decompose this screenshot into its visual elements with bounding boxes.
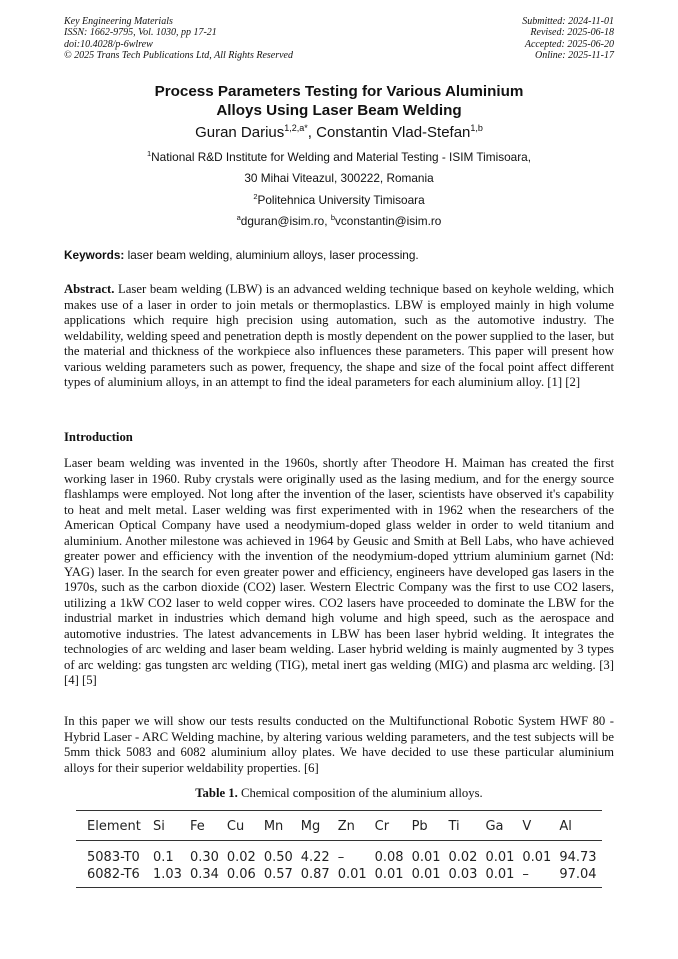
journal-name: Key Engineering Materials	[64, 16, 173, 27]
table-cell: 94.73	[559, 850, 597, 865]
column-header: Al	[559, 819, 572, 834]
table-cell: 0.01	[485, 867, 515, 882]
table-cell: 0.03	[448, 867, 478, 882]
date-online: Online: 2025-11-17	[535, 49, 614, 61]
author-emails: $^a$dguran@isim.ro, $^b$vconstantin@isim.ro	[236, 213, 442, 228]
column-header: Element	[87, 819, 141, 834]
author-affil-sup: 1,2,a*	[284, 123, 308, 133]
keywords-text: laser beam welding, aluminium alloys, laser processing.	[124, 248, 419, 262]
intro-paragraph-2: In this paper we will show our tests results conducted on the Multifunctional Robotic System HWF 80 - Hybrid Laser - ARC Welding machine, by altering various welding parameters, and the test subjects will be 5mm thick 5083 and 6082 aluminium alloy plates. We have decided to use these particular aluminium alloys for their superior weldability properties. [6]	[64, 714, 614, 775]
column-header: Ga	[485, 819, 504, 834]
author-affil-sup: 1,b	[470, 123, 483, 133]
table-row	[76, 841, 602, 867]
section-heading-introduction: Introduction	[64, 430, 133, 444]
column-header: Ti	[448, 819, 460, 834]
keywords	[64, 248, 616, 262]
table-cell: 0.1	[153, 850, 174, 865]
table-cell: 0.01	[411, 867, 441, 882]
date-submitted: Submitted: 2024-11-01	[522, 16, 614, 27]
date-revised: Revised: 2025-06-18	[530, 27, 614, 39]
intro-paragraph-1: Laser beam welding was invented in the 1960s, shortly after Theodore H. Maiman has created the first working laser in 1960. Ruby crystals were originally used as the lasing medium, and for the energy source flashlamps were employed. Not long after the invention of the laser, scientists have observed it's capability to heat and melt metal. Laser welding was first experimented with in 1962 when the researchers of the American Optical Company have used a neodymium-doped glass welder in order to weld titanium and aluminium. Another milestone was achieved in 1964 by Geusic and Smith at Bell Labs, who have achieved greater power and efficiency with the invention of the neodymium-doped yttrium aluminium garnet (Nd: YAG) laser. In the search for even greater power and efficiency, engineers have developed gas lasers in the 1970s, such as the carbon dioxide (CO2) laser. Western Electric Company was the first to use CO2 lasers, utilizing a 1kW CO2 laser to weld copper wires. CO2 lasers have proceeded to dominate the LBW for the industrial market in industries which demand high volume and high speed, such as the aerospace and automotive industries. The latest advancements in LBW has been laser hybrid welding. It integrates the technologies of arc welding and laser beam welding. Laser hybrid welding is mainly augmented by 3 types of arc welding: gas tungsten arc welding (TIG), metal inert gas welding (MIG) and plasma arc welding. [3] [4] [5]	[64, 456, 614, 687]
keywords-label: Keywords:	[64, 248, 125, 262]
table-cell: 0.57	[263, 867, 293, 882]
date-accepted: Accepted: 2025-06-20	[524, 38, 614, 50]
column-header: Cr	[374, 819, 390, 834]
table-cell: 0.34	[189, 867, 219, 882]
table-cell: –	[522, 867, 529, 882]
table-cell: 0.01	[337, 867, 367, 882]
affiliation-1-line-2: 30 Mihai Viteazul, 300222, Romania	[244, 171, 434, 185]
journal-info	[64, 16, 293, 61]
table-cell: 0.01	[522, 850, 552, 865]
table-row	[76, 866, 602, 888]
table-cell: 4.22	[300, 850, 330, 865]
table-caption	[0, 786, 678, 801]
email-link[interactable]: dguran@isim.ro	[240, 214, 325, 228]
affiliation-1-line-1: $^1$National R&D Institute for Welding and Material Testing - ISIM Timisoara,	[146, 149, 532, 164]
journal-issn: ISSN: 1662-9795, Vol. 1030, pp 17-21	[64, 27, 217, 39]
journal-copyright: © 2025 Trans Tech Publications Ltd, All Rights Reserved	[64, 49, 293, 61]
author-name: Guran Darius	[195, 124, 285, 141]
column-header: Cu	[226, 819, 245, 834]
title-line: Alloys Using Laser Beam Welding	[216, 102, 462, 119]
journal-doi: doi:10.4028/p-6wlrew	[64, 38, 153, 50]
table-cell: 0.30	[189, 850, 219, 865]
column-header: Si	[153, 819, 165, 834]
table-cell: 0.02	[226, 850, 256, 865]
table-cell: 0.01	[374, 867, 404, 882]
table-cell: 97.04	[559, 867, 597, 882]
table-cell: 0.02	[448, 850, 478, 865]
column-header: Zn	[337, 819, 355, 834]
affiliation-2: $^2$Politehnica University Timisoara	[253, 192, 425, 207]
publication-dates	[522, 16, 614, 61]
table-cell: 0.87	[300, 867, 330, 882]
author-list	[0, 123, 678, 142]
column-header: Pb	[411, 819, 428, 834]
table-cell: 0.01	[485, 850, 515, 865]
table-cell: 6082-T6	[87, 867, 140, 882]
email-link[interactable]: vconstantin@isim.ro	[334, 214, 442, 228]
table-cell: 0.08	[374, 850, 404, 865]
table-caption-text: Chemical composition of the aluminium alloys.	[237, 786, 483, 800]
table-caption-label: Table 1.	[195, 786, 238, 800]
abstract	[64, 282, 614, 391]
column-header: Fe	[189, 819, 205, 834]
paper-title	[0, 82, 678, 120]
table-header-row	[76, 811, 602, 841]
table-cell: 0.50	[263, 850, 293, 865]
table-cell: 0.01	[411, 850, 441, 865]
table-cell: 0.06	[226, 867, 256, 882]
table-cell: –	[337, 850, 345, 865]
table-cell: 5083-T0	[87, 850, 140, 865]
column-header: Mg	[300, 819, 321, 834]
chemical-composition-table	[76, 810, 602, 888]
author-separator: ,	[307, 124, 317, 141]
column-header: Mn	[263, 819, 284, 834]
table-cell: 1.03	[153, 867, 182, 882]
author-name: Constantin Vlad-Stefan	[316, 124, 471, 141]
title-line: Process Parameters Testing for Various Aluminium	[154, 83, 524, 100]
abstract-text: Laser beam welding (LBW) is an advanced welding technique based on keyhole welding, which makes use of a laser in order to join metals or thermoplastics. LBW is employed mainly in high volume applications which require high precision using automation, such as the automotive industry. The weldability, welding speed and penetration depth is mostly dependent on the power supplied to the laser, but the material and thickness of the workpiece also influences these parameters. This paper will present how various welding parameters such as power, frequency, the shape and size of the focal point affect different types of aluminium alloys, in an attempt to find the ideal parameters for each aluminium alloy. [1] [2]	[64, 282, 614, 389]
abstract-label: Abstract.	[64, 282, 115, 296]
column-header: V	[522, 819, 532, 834]
